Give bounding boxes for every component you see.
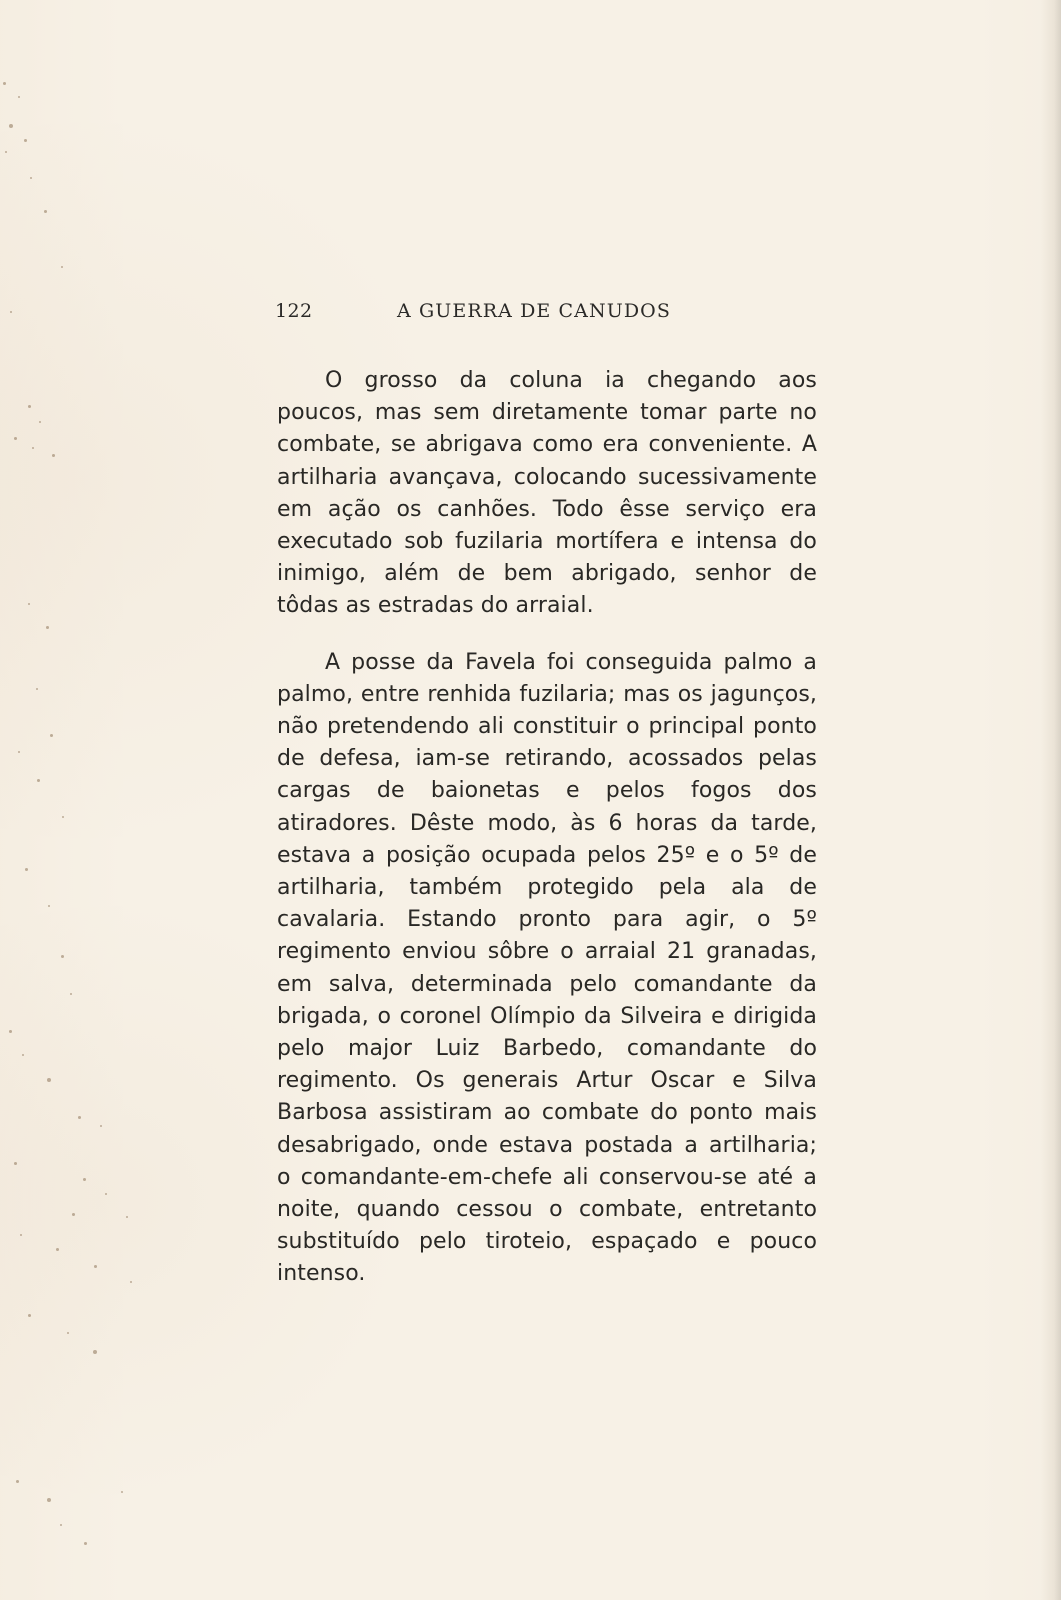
paper-speck xyxy=(24,139,27,142)
paper-speck xyxy=(61,266,63,268)
paper-speck xyxy=(28,603,30,605)
page-header xyxy=(275,296,815,326)
paper-speck xyxy=(46,626,49,629)
body-text xyxy=(277,365,817,1291)
paper-speck xyxy=(14,437,17,440)
paper-speck xyxy=(9,1030,12,1033)
paper-speck xyxy=(39,421,41,423)
paper-speck xyxy=(126,1216,128,1218)
paper-speck xyxy=(3,82,6,85)
paper-speck xyxy=(50,734,53,737)
paragraph: O grosso da coluna ia chegando aos poucos, mas sem diretamente tomar parte no combate, se abrigava como era conveniente. A artilharia avançava, colocando sucessivamente em ação os canhões. Todo êsse serviço era executado sob fuzilaria mortífera e intensa do inimigo, além de bem abrigado, senhor de tôdas as estradas do arraial. xyxy=(277,368,817,619)
paragraph: A posse da Favela foi conseguida palmo a palmo, entre renhida fuzilaria; mas os jagunços, não pretendendo ali constituir o principal ponto de defesa, iam-se retirando, acossados pelas cargas de baionetas e pelos fogos dos atiradores. Dêste modo, às 6 horas da tarde, estava a posição ocupada pelos 25º e o 5º de artilharia, também protegido pela ala de cavalaria. Estando pronto para agir, o 5º regimento enviou sôbre o arraial 21 granadas, em salva, determinada pelo comandante da brigada, o coronel Olímpio da Silveira e dirigida pelo major Luiz Barbedo, comandante do regimento. Os generais Artur Oscar e Silva Barbosa assistiram ao combate do ponto mais desabrigado, onde estava postada a artilharia; o comandante-em-chefe ali conservou-se até a noite, quando cessou o combate, entretanto substituído pelo tiroteio, espaçado e pouco intenso. xyxy=(277,649,817,1287)
paper-speck xyxy=(44,210,47,213)
paper-speck xyxy=(130,1281,132,1283)
paper-speck xyxy=(84,1542,87,1545)
paper-speck xyxy=(28,405,31,408)
page-number: 122 xyxy=(275,300,313,322)
paper-speck xyxy=(22,1054,24,1056)
paper-speck xyxy=(25,868,28,871)
paper-speck xyxy=(61,955,64,958)
paper-speck xyxy=(100,1125,102,1127)
paper-speck xyxy=(72,1213,75,1216)
paper-speck xyxy=(32,447,34,449)
paper-speck xyxy=(18,751,20,753)
paper-speck xyxy=(36,688,38,690)
running-title: A GUERRA DE CANUDOS xyxy=(397,300,671,322)
page-edge-shadow xyxy=(1041,0,1061,1600)
paper-speck xyxy=(20,1234,22,1236)
paper-speck xyxy=(5,151,7,153)
paper-speck xyxy=(30,177,32,179)
paper-speck xyxy=(14,1162,17,1165)
paper-speck xyxy=(16,1480,19,1483)
paper-speck xyxy=(83,1178,86,1181)
paper-speck xyxy=(9,124,13,128)
paper-speck xyxy=(105,1193,107,1195)
paper-speck xyxy=(28,1314,31,1317)
paper-speck xyxy=(47,1498,51,1502)
paper-speck xyxy=(60,1524,62,1526)
paper-speck xyxy=(48,905,50,907)
paper-speck xyxy=(37,779,40,782)
paper-specks xyxy=(0,0,220,1600)
paper-speck xyxy=(70,993,72,995)
paper-speck xyxy=(62,816,64,818)
paper-speck xyxy=(56,1248,59,1251)
paper-speck xyxy=(10,311,12,313)
paper-speck xyxy=(121,1491,123,1493)
paper-speck xyxy=(18,96,20,98)
paper-speck xyxy=(52,454,55,457)
paper-speck xyxy=(67,1332,69,1334)
paper-speck xyxy=(78,1116,81,1119)
paper-speck xyxy=(93,1350,97,1354)
paper-speck xyxy=(47,1078,51,1082)
paper-speck xyxy=(94,1265,97,1268)
